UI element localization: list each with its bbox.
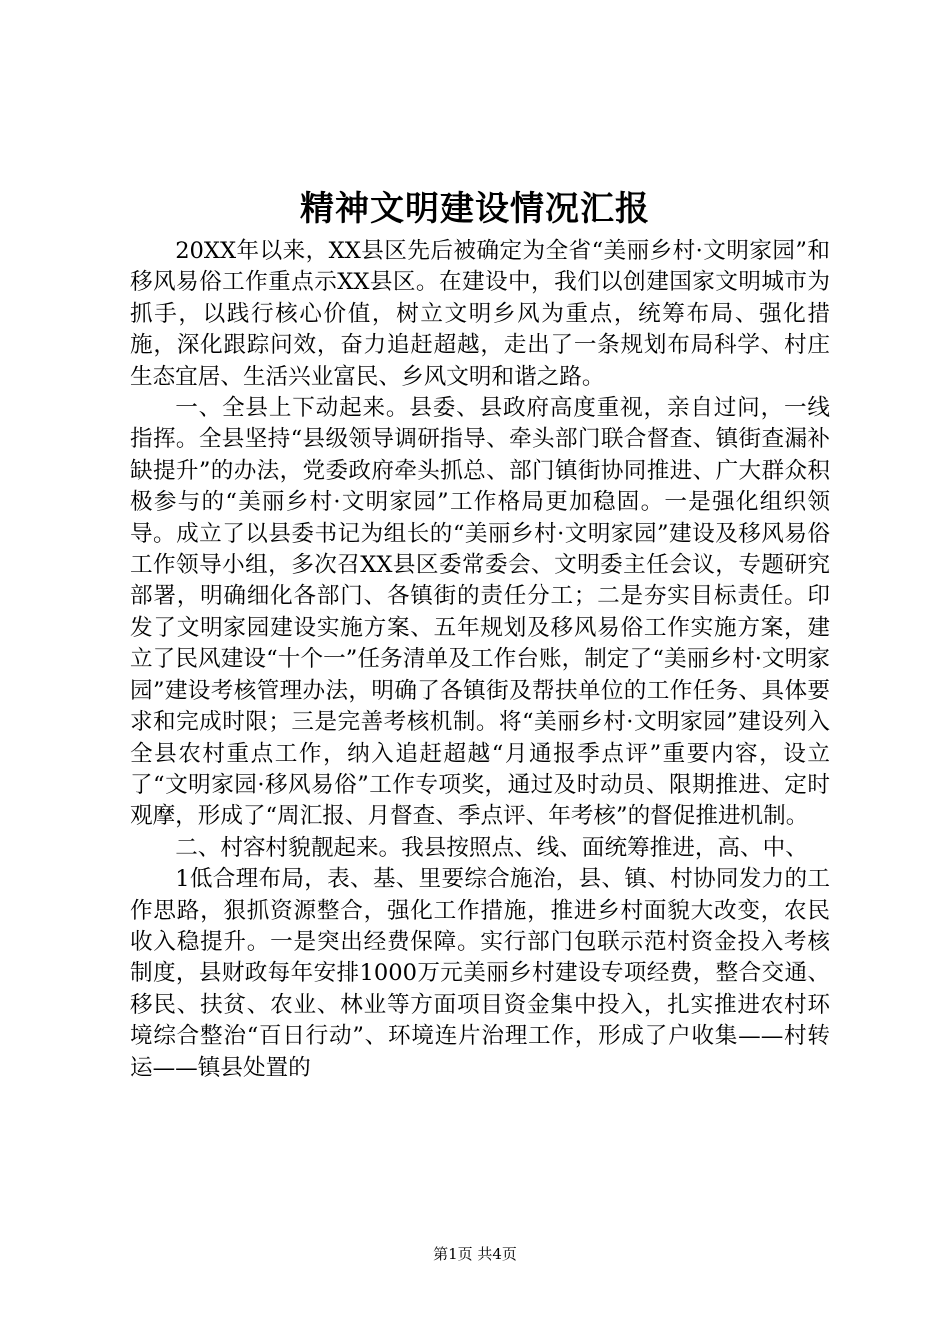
paragraph-intro: 20XX年以来，XX县区先后被确定为全省“美丽乡村·文明家园”和移风易俗工作重点示XX县区。在建设中，我们以创建国家文明城市为抓手，以践行核心价值，树立文明乡风为重点，统筹布局、强化措施，深化跟踪问效，奋力追赶超越，走出了一条规划布局科学、村庄生态宜居、生活兴业富民、乡风文明和谐之路。 [130,238,830,390]
page-total: 共4页 [477,1245,517,1263]
paragraph-section-two: 二、村容村貌靓起来。我县按照点、线、面统筹推进，高、中、 [175,834,808,861]
paragraph-section-two-continued: 1低合理布局，表、基、里要综合施治，县、镇、村协同发力的工作思路，狠抓资源整合，强化工作措施，推进乡村面貌大改变，农民收入稳提升。一是突出经费保障。实行部门包联示范村资金投入考核制度，县财政每年安排1000万元美丽乡村建设专项经费，整合交通、移民、扶贫、农业、林业等方面项目资金集中投入，扎实推进农村环境综合整治“百日行动”、环境连片治理工作，形成了户收集——村转运——镇县处置的 [130,866,830,1081]
paragraph-section-one: 一、全县上下动起来。县委、县政府高度重视，亲自过问，一线指挥。全县坚持“县级领导调研指导、牵头部门联合督查、镇街查漏补缺提升”的办法，党委政府牵头抓总、部门镇街协同推进、广大群众积极参与的“美丽乡村·文明家园”工作格局更加稳固。一是强化组织领导。成立了以县委书记为组长的“美丽乡村·文明家园”建设及移风易俗工作领导小组，多次召XX县区委常委会、文明委主任会议，专题研究部署，明确细化各部门、各镇街的责任分工；二是夯实目标责任。印发了文明家园建设实施方案、五年规划及移风易俗工作实施方案，建立了民风建设“十个一”任务清单及工作台账，制定了“美丽乡村·文明家园”建设考核管理办法，明确了各镇街及帮扶单位的工作任务、具体要求和完成时限；三是完善考核机制。将“美丽乡村·文明家园”建设列入全县农村重点工作，纳入追赶超越“月通报季点评”重要内容，设立了“文明家园·移风易俗”工作专项奖，通过及时动员、限期推进、定时观摩，形成了“周汇报、月督查、季点评、年考核”的督促推进机制。 [130,395,830,830]
document-title: 精神文明建设情况汇报 [300,189,650,229]
page-number: 第1页 [433,1245,473,1263]
document-body [130,236,830,1084]
page-footer [0,1244,950,1264]
